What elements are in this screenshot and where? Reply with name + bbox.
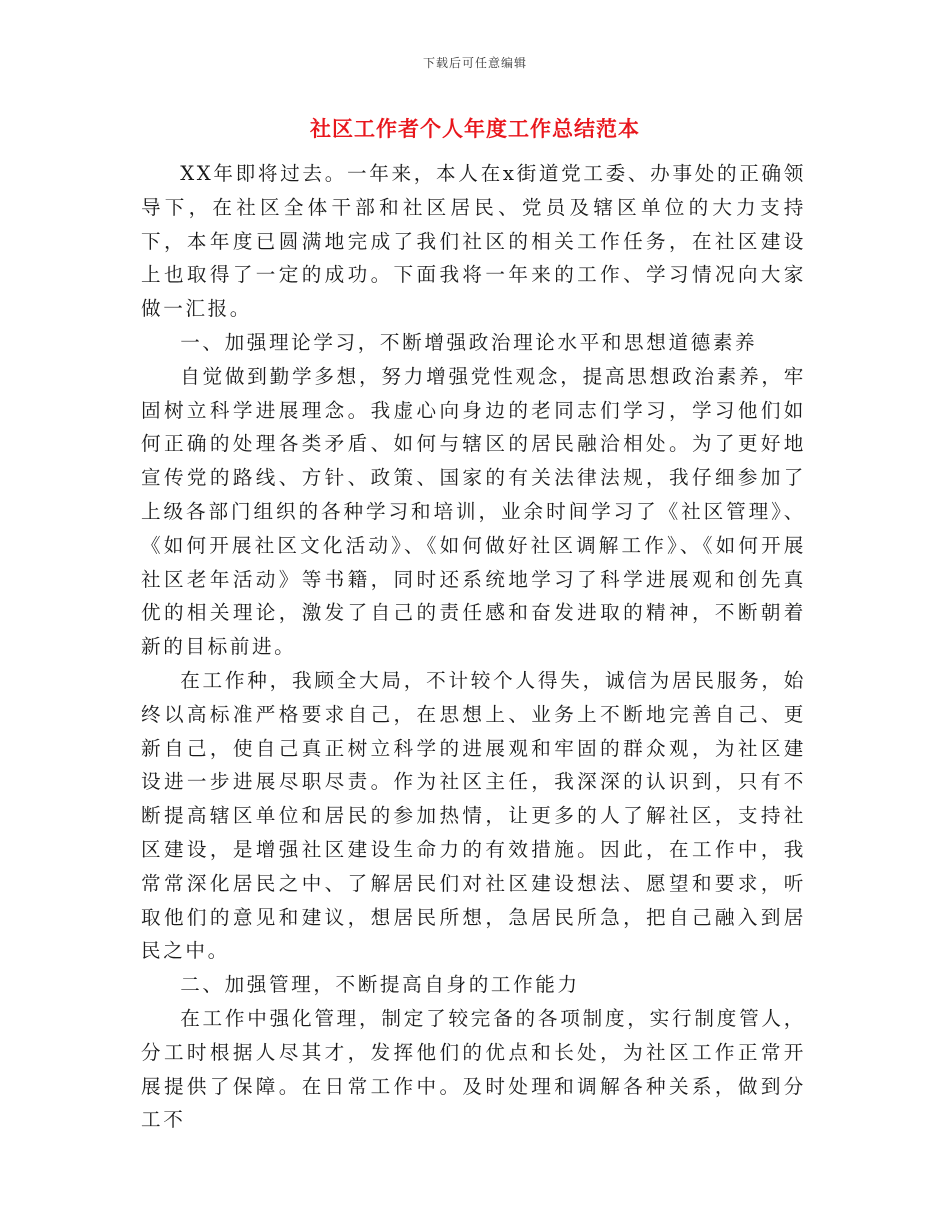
section-heading-2: 二、加强管理，不断提高自身的工作能力 bbox=[180, 973, 580, 997]
paragraph-management: 在工作中强化管理，制定了较完备的各项制度，实行制度管人，分工时根据人尽其才，发挥他们的优点和长处，为社区工作正常开展提供了保障。在日常工作中。及时处理和调解各种关系，做到分工不 bbox=[141, 1006, 806, 1132]
section-heading-1: 一、加强理论学习，不断增强政治理论水平和思想道德素养 bbox=[180, 330, 758, 354]
header-note: 下载后可任意编辑 bbox=[422, 56, 527, 70]
paragraph-study: 自觉做到勤学多想，努力增强党性观念，提高思想政治素养，牢固树立科学进展理念。我虚心向身边的老同志们学习，学习他们如何正确的处理各类矛盾、如何与辖区的居民融洽相处。为了更好地宣传党的路线、方针、政策、国家的有关法律法规，我仔细参加了上级各部门组织的各种学习和培训，业余时间学习了《社区管理》、《如何开展社区文化活动》、《如何做好社区调解工作》、《如何开展社区老年活动》等书籍，同时还系统地学习了科学进展观和创先真优的相关理论，激发了自己的责任感和奋发进取的精神，不断朝着新的目标前进。 bbox=[141, 364, 806, 659]
paragraph-work: 在工作种，我顾全大局，不计较个人得失，诚信为居民服务，始终以高标准严格要求自己，在思想上、业务上不断地完善自己、更新自己，使自己真正树立科学的进展观和牢固的群众观，为社区建设进一步进展尽职尽责。作为社区主任，我深深的认识到，只有不断提高辖区单位和居民的参加热情，让更多的人了解社区，支持社区建设，是增强社区建设生命力的有效措施。因此，在工作中，我常常深化居民之中、了解居民们对社区建设想法、愿望和要求，听取他们的意见和建议，想居民所想，急居民所急，把自己融入到居民之中。 bbox=[141, 668, 806, 963]
document-title: 社区工作者个人年度工作总结范本 bbox=[310, 116, 640, 141]
paragraph-intro: XX年即将过去。一年来，本人在x街道党工委、办事处的正确领导下，在社区全体干部和社区居民、党员及辖区单位的大力支持下，本年度已圆满地完成了我们社区的相关工作任务，在社区建设上也取得了一定的成功。下面我将一年来的工作、学习情况向大家做一汇报。 bbox=[141, 162, 806, 321]
document-body bbox=[141, 157, 806, 1137]
